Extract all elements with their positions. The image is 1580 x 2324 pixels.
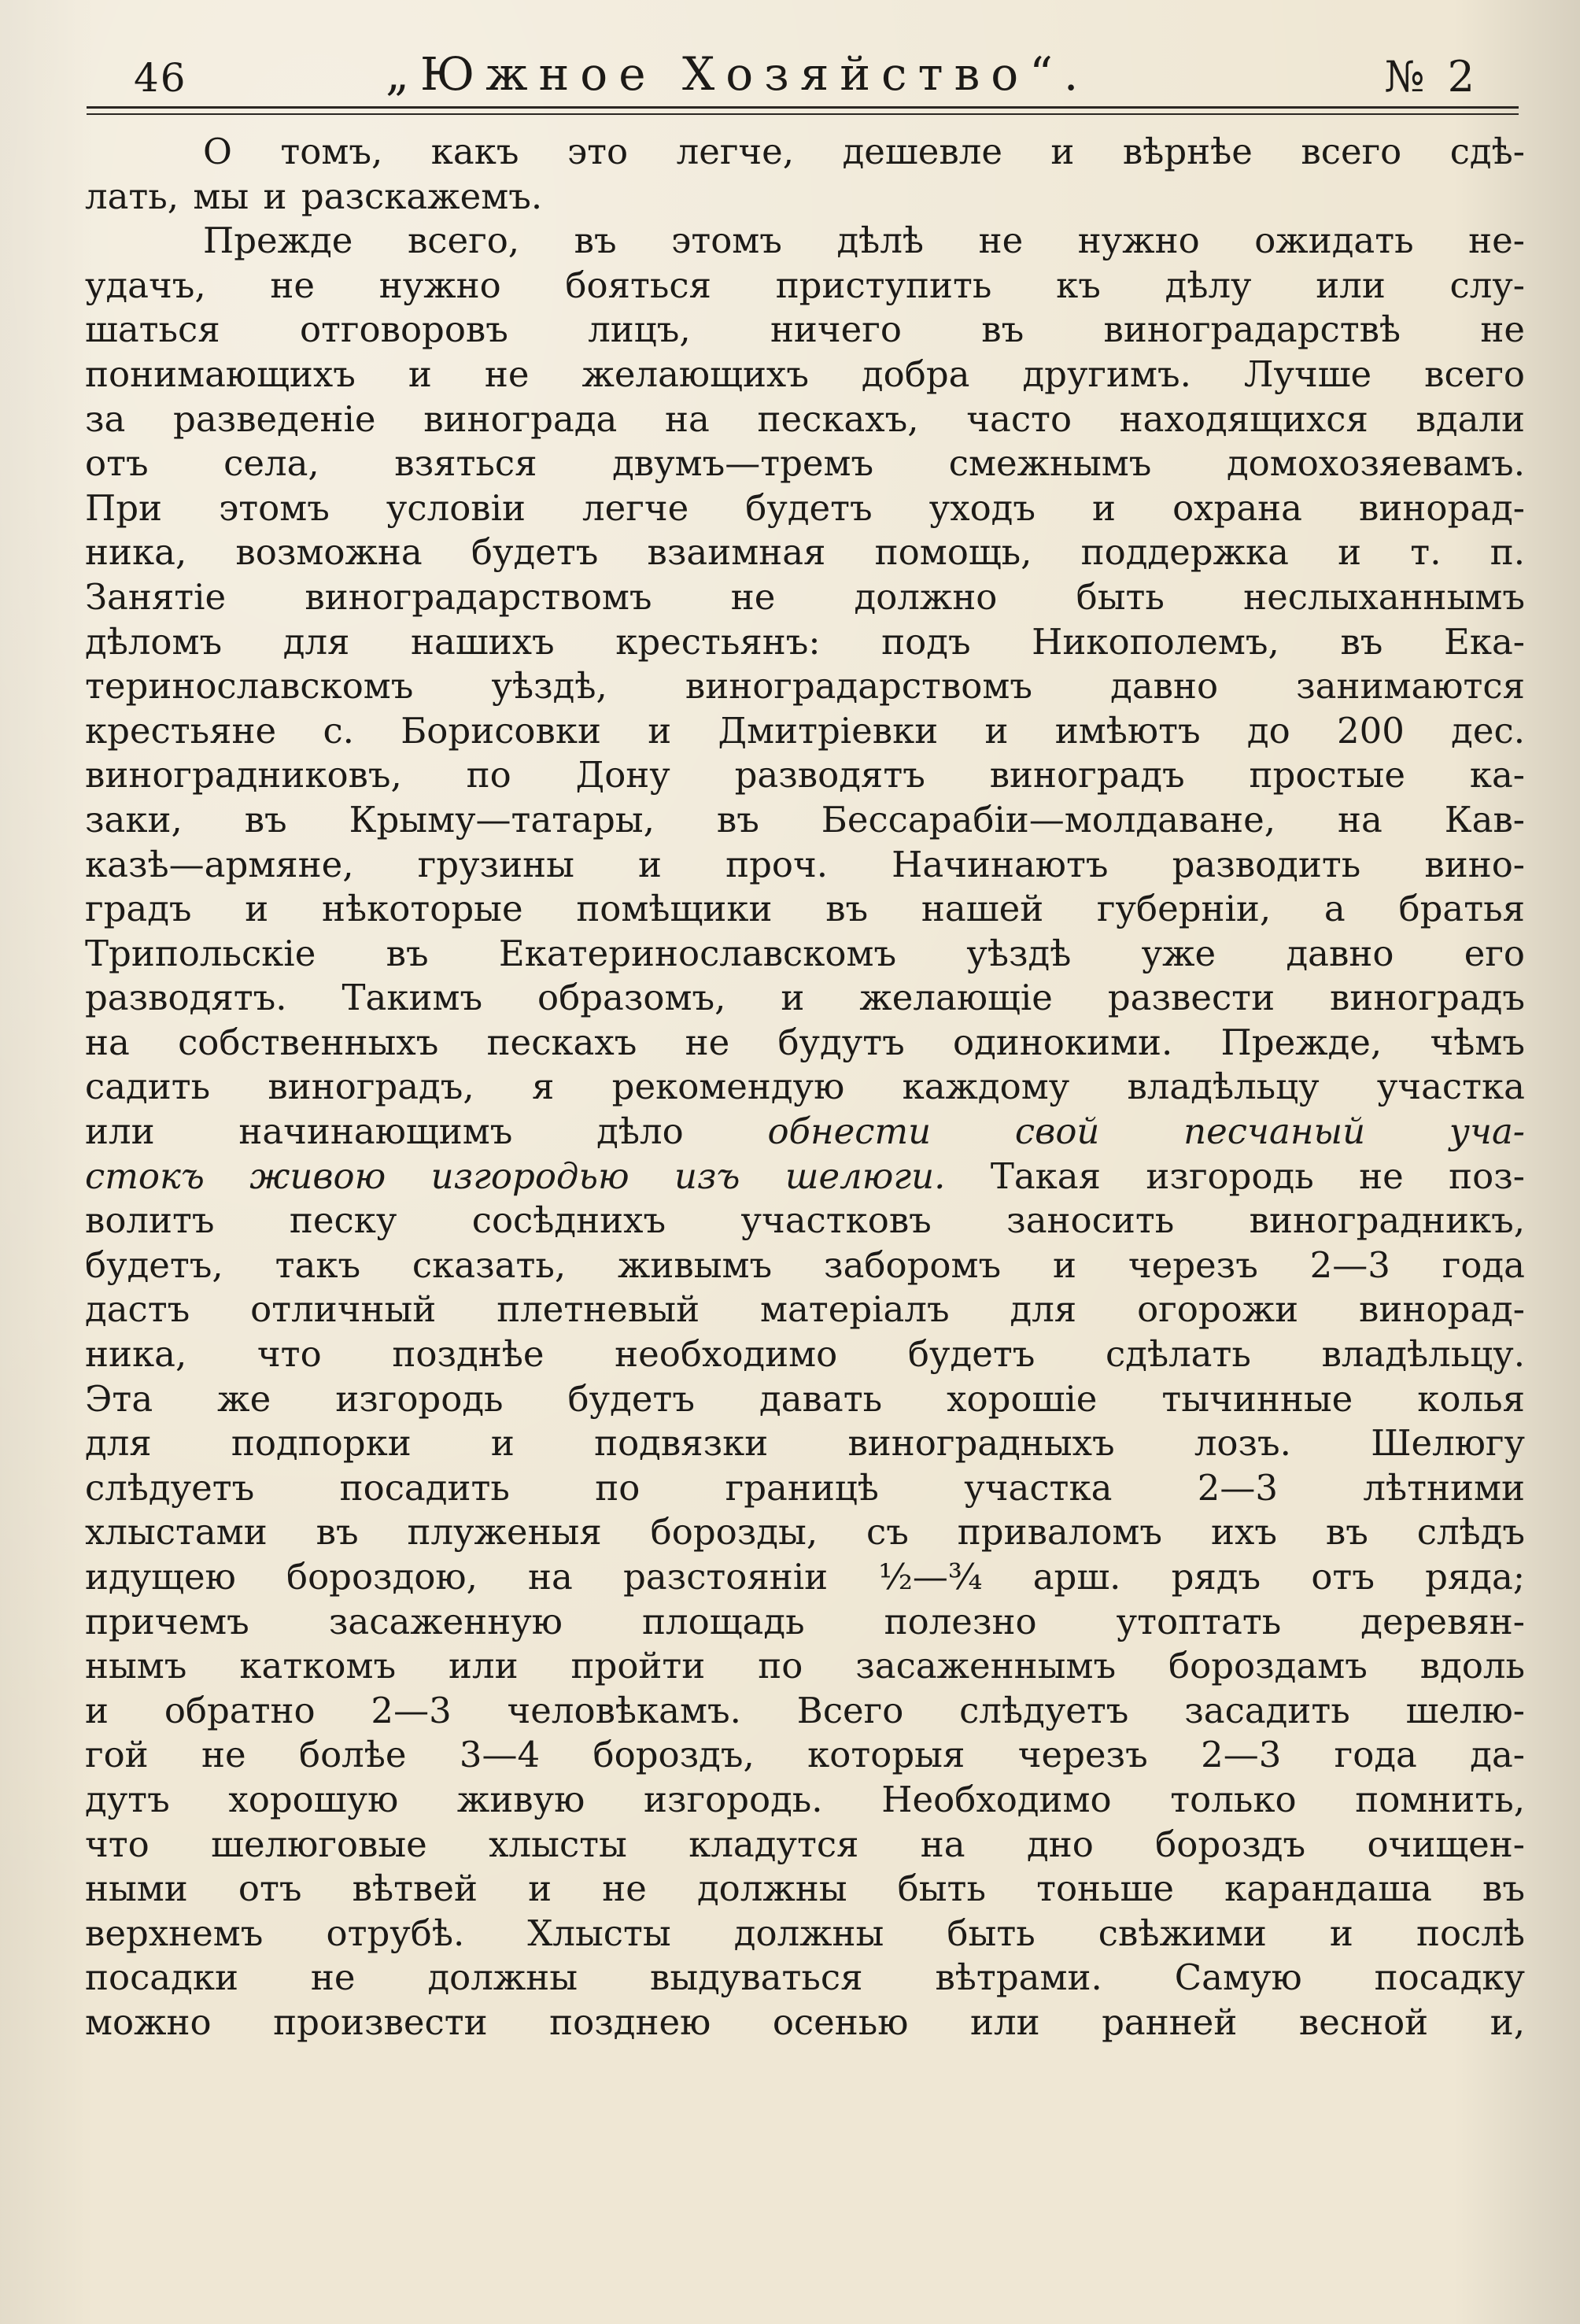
text-line: причемъ засаженную площадь полезно утоптать деревян- <box>85 1600 1525 1642</box>
journal-title: „Южное Хозяйство“. <box>386 47 1090 101</box>
text-line: идущею бороздою, на разстояніи ½—¾ арш. рядъ отъ ряда; <box>85 1556 1525 1598</box>
text-line: казѣ—армяне, грузины и проч. Начинаютъ разводить вино- <box>85 843 1525 885</box>
text-line: ными отъ вѣтвей и не должны быть тоньше карандаша въ <box>85 1868 1525 1910</box>
page-header <box>87 47 1511 110</box>
text-line: садить виноградъ, я рекомендую каждому владѣльцу участка <box>85 1066 1525 1108</box>
text-line: верхнемъ отрубѣ. Хлысты должны быть свѣжими и послѣ <box>85 1912 1525 1954</box>
text-line: дастъ отличный плетневый матеріалъ для огорожи винорад- <box>85 1288 1525 1331</box>
text-line: дѣломъ для нашихъ крестьянъ: подъ Никополемъ, въ Ека- <box>85 620 1525 663</box>
text-line: Занятіе виноградарствомъ не должно быть неслыханнымъ <box>85 575 1525 618</box>
text-line: шаться отговоровъ лицъ, ничего въ виноградарствѣ не <box>85 309 1525 351</box>
text-line: гой не болѣе 3—4 бороздъ, которыя черезъ 2—3 года да- <box>85 1734 1525 1776</box>
text-line: теринославскомъ уѣздѣ, виноградарствомъ давно занимаются <box>85 665 1525 708</box>
text-line: Эта же изгородь будетъ давать хорошіе тычинные колья <box>85 1377 1525 1420</box>
text-line: отъ села, взяться двумъ—тремъ смежнымъ домохозяевамъ. <box>85 442 1525 485</box>
text-line-with-italic: или начинающимъ дѣло обнести свой песчаный уча- <box>85 1110 1525 1153</box>
article-body <box>85 130 1525 2045</box>
text-line: что шелюговые хлысты кладутся на дно бороздъ очищен- <box>85 1823 1525 1865</box>
text-line: для подпорки и подвязки виноградныхъ лозъ. Шелюгу <box>85 1422 1525 1465</box>
italic-phrase: обнести свой песчаный уча- <box>767 1110 1525 1153</box>
text-line: волитъ песку сосѣднихъ участковъ заносить виноградникъ, <box>85 1199 1525 1242</box>
text-line: градъ и нѣкоторые помѣщики въ нашей губерніи, а братья <box>85 888 1525 930</box>
issue-number: № 2 <box>1384 52 1479 102</box>
text-line: хлыстами въ плуженыя борозды, съ приваломъ ихъ въ слѣдъ <box>85 1511 1525 1554</box>
italic-phrase: стокъ живою изгородью изъ шелюги. <box>85 1155 946 1197</box>
text-line: ника, возможна будетъ взаимная помощь, поддержка и т. п. <box>85 531 1525 574</box>
text-line: и обратно 2—3 человѣкамъ. Всего слѣдуетъ засадить шелю- <box>85 1689 1525 1731</box>
text-line: Трипольскіе въ Екатеринославскомъ уѣздѣ уже давно его <box>85 932 1525 974</box>
text-line: будетъ, такъ сказать, живымъ заборомъ и черезъ 2—3 года <box>85 1243 1525 1286</box>
text-line: лать, мы и разскажемъ. <box>85 175 543 217</box>
text-line: крестьяне с. Борисовки и Дмитріевки и имѣютъ до 200 дес. <box>85 709 1525 752</box>
text-line: слѣдуетъ посадить по границѣ участка 2—3 лѣтними <box>85 1466 1525 1509</box>
text-line: понимающихъ и не желающихъ добра другимъ. Лучше всего <box>85 353 1525 395</box>
text-line: посадки не должны выдуваться вѣтрами. Самую посадку <box>85 1956 1525 1999</box>
text-line: виноградниковъ, по Дону разводятъ виноградъ простые ка- <box>85 754 1525 796</box>
text-line: разводятъ. Такимъ образомъ, и желающіе развести виноградъ <box>85 977 1525 1019</box>
text-line: При этомъ условіи легче будетъ уходъ и охрана винорад- <box>85 486 1525 529</box>
text-line: за разведеніе винограда на пескахъ, часто находящихся вдали <box>85 397 1525 440</box>
text-line: нымъ каткомъ или пройти по засаженнымъ бороздамъ вдоль <box>85 1645 1525 1687</box>
text-line: Прежде всего, въ этомъ дѣлѣ не нужно ожидать не- <box>203 220 1525 262</box>
header-rule-top <box>87 106 1519 109</box>
text-line: О томъ, какъ это легче, дешевле и вѣрнѣе всего сдѣ- <box>203 131 1525 172</box>
text-line-with-italic: стокъ живою изгородью изъ шелюги. Такая изгородь не поз- <box>85 1155 1525 1197</box>
header-rule-bottom <box>87 113 1519 115</box>
text-line: заки, въ Крыму—татары, въ Бессарабіи—молдаване, на Кав- <box>85 798 1525 841</box>
text-line: можно произвести позднею осенью или ранней весной и, <box>85 2001 1525 2043</box>
page-number: 46 <box>134 55 187 101</box>
text-line: удачъ, не нужно бояться приступить къ дѣлу или слу- <box>85 264 1525 306</box>
text-line: ника, что позднѣе необходимо будетъ сдѣлать владѣльцу. <box>85 1333 1525 1376</box>
text-line: на собственныхъ пескахъ не будутъ одинокими. Прежде, чѣмъ <box>85 1021 1525 1063</box>
text-line: дутъ хорошую живую изгородь. Необходимо только помнить, <box>85 1778 1525 1820</box>
